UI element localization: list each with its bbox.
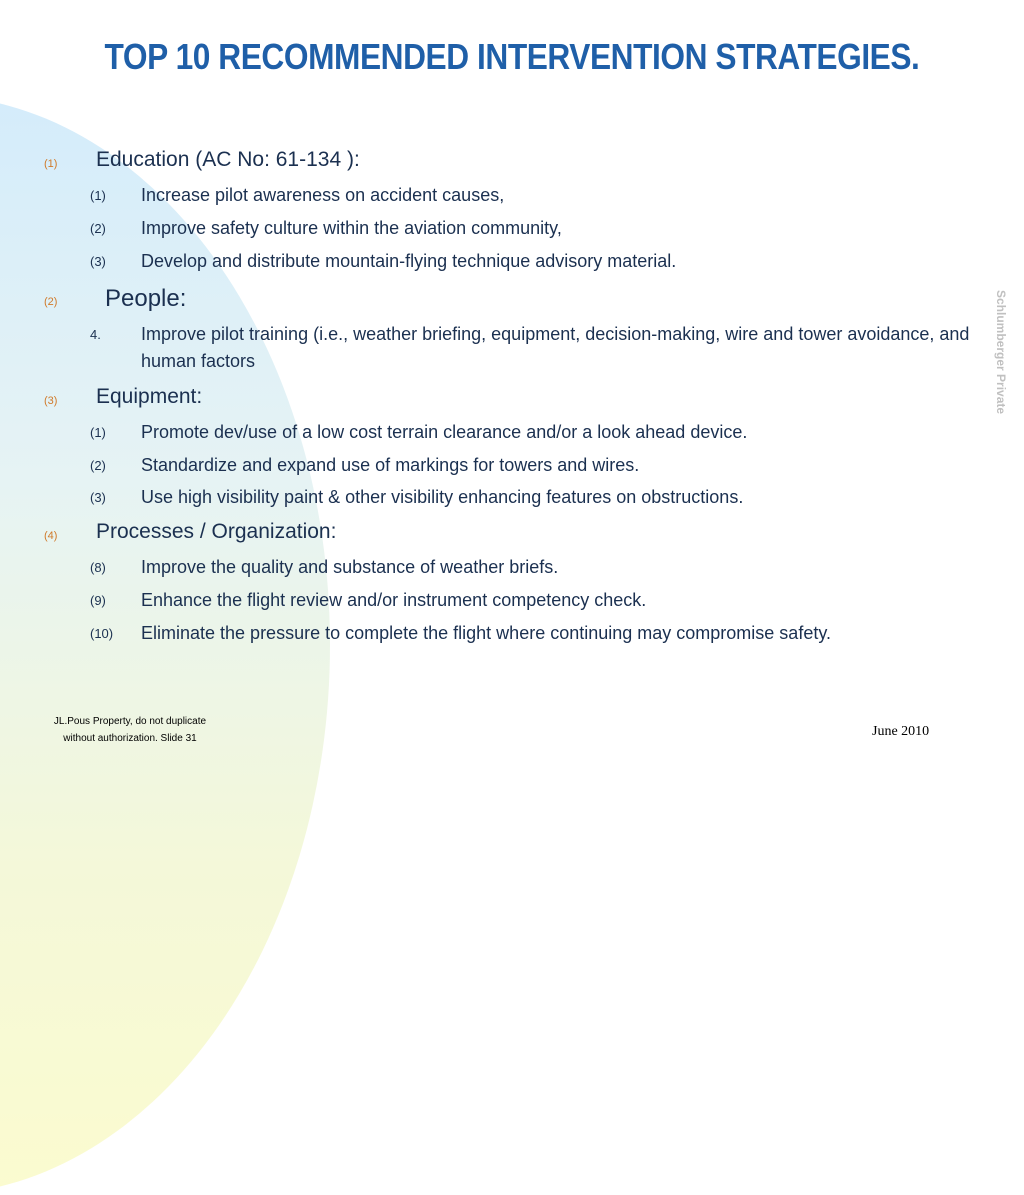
item-number: (10) [90,626,114,641]
item-text: Eliminate the pressure to complete the flight where continuing may compromise safety. [141,623,831,643]
footer-line-1: JL.Pous Property, do not duplicate [53,716,207,727]
item-text: Improve pilot training (i.e., weather briefing, equipment, decision-making, wire and tower avoidance, and human factors [141,324,970,371]
item-number: (2) [90,458,106,473]
item-number: (8) [90,560,106,575]
item-text: Standardize and expand use of markings for towers and wires. [141,455,640,475]
section-number: (2) [44,296,58,308]
item-number: 4. [90,327,101,342]
section-label: People: [105,285,187,312]
item-number: (3) [90,254,106,269]
item-number: (1) [90,425,106,440]
section-number: (4) [44,530,58,542]
item-text: Promote dev/use of a low cost terrain clearance and/or a look ahead device. [141,422,748,442]
item-number: (9) [90,593,106,608]
item-text: Use high visibility paint & other visibility enhancing features on obstructions. [141,487,744,507]
footer-copyright [30,713,230,747]
footer-line-2: without authorization. Slide 31 [63,733,197,744]
item-text: Improve the quality and substance of weather briefs. [141,557,559,577]
section-label: Education (AC No: 61-134 ): [96,148,360,171]
footer-date: June 2010 [872,724,930,739]
section-label: Equipment: [96,385,203,408]
item-number: (2) [90,221,106,236]
item-text: Develop and distribute mountain-flying technique advisory material. [141,251,677,271]
slide-title: TOP 10 RECOMMENDED INTERVENTION STRATEGIES. [104,36,920,77]
section-number: (3) [44,395,58,407]
item-text: Improve safety culture within the aviation community, [141,218,562,238]
item-number: (1) [90,188,106,203]
section-number: (1) [44,158,58,170]
item-text: Increase pilot awareness on accident causes, [141,185,505,205]
section-label: Processes / Organization: [96,520,337,543]
classification-label: Schlumberger Private [994,290,1008,415]
item-text: Enhance the flight review and/or instrument competency check. [141,590,647,610]
item-number: (3) [90,490,106,505]
